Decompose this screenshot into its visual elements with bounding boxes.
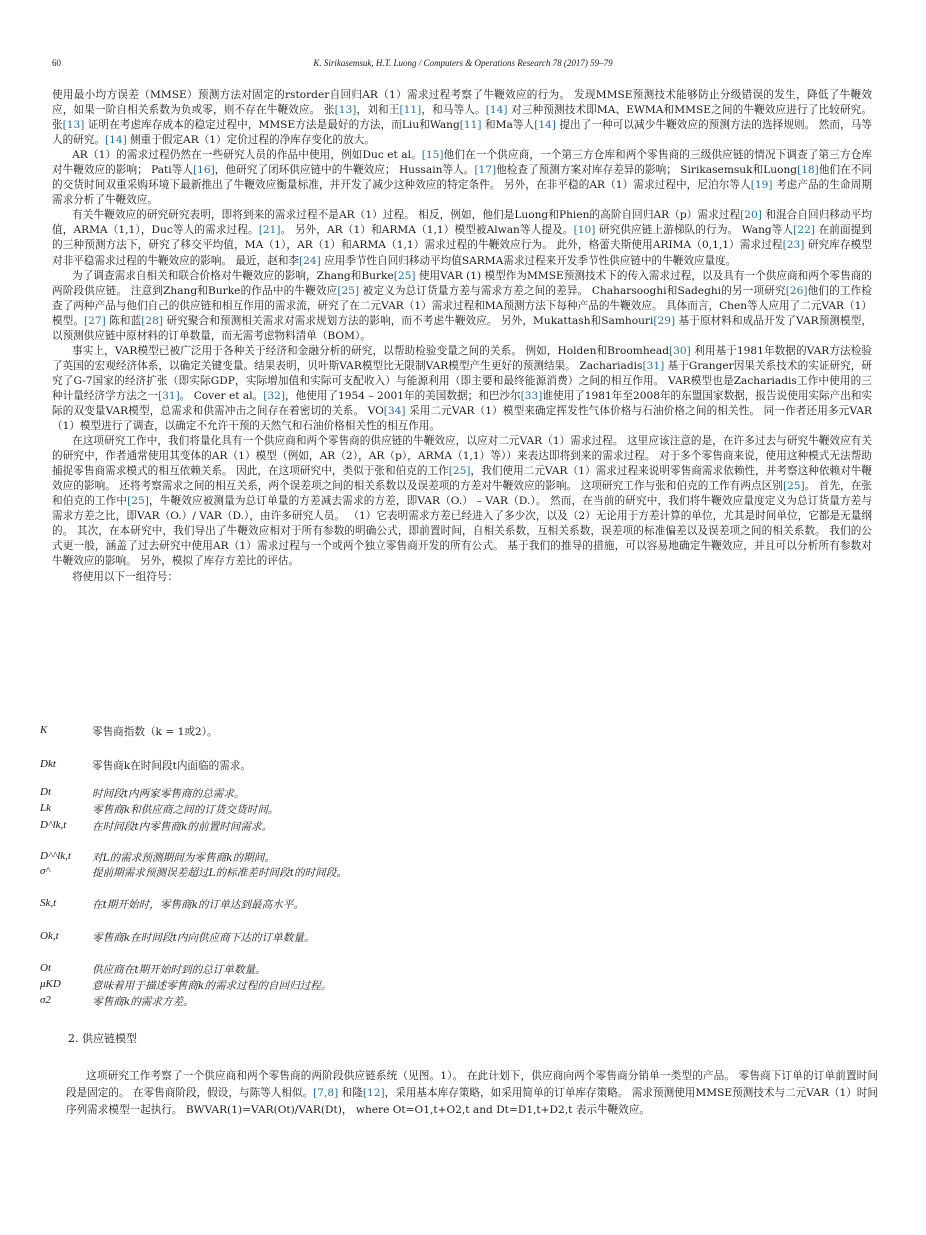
citation-link[interactable]: [30]	[669, 344, 691, 357]
text-run: 。 Cover et al。	[179, 389, 264, 402]
nomenclature-item	[40, 930, 740, 946]
symbol-description: 对L的需求预测期间为零售商k的期间。	[92, 852, 275, 864]
citation-link[interactable]: [31]	[158, 389, 180, 402]
citation-link[interactable]: [20]	[740, 209, 762, 222]
nomenclature-item	[40, 994, 740, 1010]
text-run: 侧重于假定AR（1）定价过程的净库存变化的放大。	[126, 134, 375, 147]
text-run: 他们在不同的交货时间双重采购环境下最新推出了牛鞭效应衡量标准，并开发了减少这种效应的特定条件。 另外，在非平稳的AR（1）需求过程中，尼泊尔等人	[52, 164, 872, 192]
citation-link[interactable]: [24]	[299, 254, 321, 267]
symbol: σ^	[40, 865, 51, 877]
symbol-description: 零售商k在时间段t内向供应商下达的订单数量。	[92, 932, 315, 944]
text-run: ，采用基本库存策略，如采用简单的订单库存策略。 需求预测使用MMSE预测技术与二元VAR（1）时间序列需求模型一起执行。 BWVAR(1)=VAR(Ot)/VAR(Dt)， where Ot=O1,t+O2,t and Dt=D1,t+D2,t 表示牛鞭效应。	[66, 1087, 878, 1116]
text-run: 采用二元VAR（1）模型来确定挥发性气体价格与石油价格之间的相关性。 同一作者还用多元VAR（1）模型进行了调查，以确定不允许干预的天然气和石油价格相关性的相互作用。	[52, 404, 872, 433]
citation-link[interactable]: [13]	[62, 119, 85, 132]
text-run: ，和马等人。	[421, 104, 486, 117]
text-run: 研究库存模型对非平稳需求过程的牛鞭效应的影响。 最近，赵和李	[52, 239, 872, 267]
section-heading: 2. 供应链模型	[68, 1032, 137, 1045]
citation-link[interactable]: [14]	[485, 104, 508, 117]
citation-link[interactable]: [21]	[258, 224, 281, 237]
page-number: 60	[52, 58, 61, 68]
text-run: 证明在考虑库存成本的稳定过程中，MMSE方法是最好的方法，而Liu和Wang	[84, 119, 460, 132]
page-header	[52, 58, 874, 72]
citation-link[interactable]: [10]	[573, 224, 596, 237]
text-run: 他们在一个供应商，一个第三方仓库和两个零售商的三级供应链的情况下调查了第三方仓库对牛鞭效应的影响； Pati等人	[52, 149, 872, 177]
citation-link[interactable]: [11]	[459, 119, 482, 132]
citation-link[interactable]: [25]	[393, 269, 416, 282]
text-run: 提出了一种可以减少牛鞭效应的预测方法的选择规则。 然而，马等人的研究。	[52, 119, 873, 147]
nomenclature-item	[40, 819, 740, 835]
symbol: K	[40, 724, 48, 736]
symbol: D^lk,t	[40, 819, 67, 831]
symbol-description: 在t期开始时，零售商k的订单达到最高水平。	[92, 899, 304, 911]
symbol-description: 提前期需求预测误差超过L的标准差时间段t的时间段。	[92, 867, 347, 879]
text-run: 在这项研究工作中，我们将量化具有一个供应商和两个零售商的供应链的牛鞭效应，以应对二元VAR（1）需求过程。 这里应该注意的是，在许多过去与研究牛鞭效应有关的研究中，作者通常使用其变体的AR（1）模型（例如，AR（2），AR（p），ARMA（1,1）等））来表达即将到来的需求过程。 对于多个零售商来说，使用这种模式无法帮助捕捉零售商需求模式的相互依赖关系。 因此，在这项研究中，类似于张和伯克的工作	[52, 435, 872, 478]
symbol-description: 供应商在t期开始时到的总订单数量。	[92, 964, 266, 976]
symbol: Dt	[40, 786, 51, 798]
nomenclature-item	[40, 865, 740, 881]
text-run: 利用基于1981年数据的VAR方法检验了英国的宏观经济体系，以确定关键变量。结果表明，贝叶斯VAR模型比无限制VAR模型产生更好的预测结果。 Zachariadis	[52, 344, 873, 372]
citation-link[interactable]: [7,8]	[313, 1087, 339, 1099]
citation-link[interactable]: [11]	[399, 104, 422, 117]
text-run: 他们的工作检查了两种产品与他们自己的供应链和相互作用的需求流，研究了在二元VAR（1）需求过程和MA预测方法下每种产品的牛鞭效应。 具体而言，Chen等人应用了二元VAR（1）模型。	[52, 284, 872, 327]
text-run: 考虑产品的生命周期需求分析了牛鞭效应。	[52, 179, 872, 207]
citation-link[interactable]: [15]	[421, 149, 444, 162]
text-run: ，牛鞭效应被测量为总订单量的方差减去需求的方差，即VAR（O.） – VAR（D.）。 然而，在当前的研究中，我们将牛鞭效应量度定义为总订货量方差与需求方差之比，即VAR（O.）/ VAR（D.），由许多研究人员。 （1）它表明需求方差已经进入了多少次，以及（2）无论用于方差计算的单位，尤其是时间单位，它都是无量纲的。 其次，在本研究中，我们导出了牛鞭效应相对于所有参数的明确公式，即前置时间，自相关系数，互相关系数，误差项的标准偏差以及误差项之间的相关系数。 我们的公式更一般，涵盖了过去研究中使用AR（1）需求过程与一个或两个独立零售商开发的所有公式。 基于我们的推导的措施，可以容易地确定牛鞭效应，并且可以分析所有参数对牛鞭效应的影响。 另外，模拟了库存方差比的评估。	[52, 495, 873, 568]
citation-link[interactable]: [27]	[84, 314, 106, 327]
section-body	[66, 1068, 878, 1119]
citation-link[interactable]: [18]	[797, 164, 819, 177]
text-run: ，他使用了1954 – 2001年的美国数据；和巴沙尔	[284, 389, 521, 402]
citation-link[interactable]: [14]	[534, 119, 556, 132]
nomenclature-item	[40, 897, 740, 913]
paragraph	[52, 148, 872, 208]
text-run: 使用最小均方误差（MMSE）预测方法对固定的rstorder自回归AR（1）需求过程考察了牛鞭效应的行为。 发现MMSE预测技术能够防止分级错误的发生，降低了牛鞭效应，如果一阶自相关系数为负或零，则不存在牛鞭效应。 张	[52, 89, 872, 117]
symbol-description: 零售商指数（k = 1或2）。	[92, 726, 218, 738]
paragraph	[66, 1068, 878, 1119]
text-run: 事实上，VAR模型已被广泛用于各种关于经济和金融分析的研究，以帮助检验变量之间的关系。 例如，Holden和Broomhead	[72, 344, 670, 357]
paragraph	[52, 88, 872, 148]
nomenclature-item	[40, 978, 740, 994]
citation-link[interactable]: [14]	[104, 134, 127, 147]
text-run: 和隆	[338, 1087, 363, 1099]
symbol-description: 时间段t内两家零售商的总需求。	[92, 788, 245, 800]
text-run: 有关牛鞭效应的研究研究表明，即将到来的需求过程不是AR（1）过程。 相反，例如，他们是Luong和Phien的高阶自回归AR（p）需求过程	[72, 209, 741, 222]
text-run: 这项研究工作考察了一个供应商和两个零售商的两阶段供应链系统（见图。1）。 在此计划下，供应商向两个零售商分销单一类型的产品。 零售商下订单的订单前置时间段是固定的。 在零售商阶段，假设，与陈等人相似。	[66, 1070, 878, 1099]
text-run: 研究供应链上游梯队的行为。 Wang等人	[595, 224, 794, 237]
citation-link[interactable]: [25]	[782, 480, 805, 493]
symbol: D^^lk,t	[40, 850, 71, 862]
text-run: 将使用以下一组符号：	[72, 570, 179, 583]
text-run: 应用季节性自回归移动平均值SARMA需求过程来开发季节性供应链中的牛鞭效应量度。	[320, 254, 737, 267]
citation-link[interactable]: [32]	[263, 389, 285, 402]
text-run: ，刘和王	[356, 104, 400, 117]
text-run: 基于原材料和成品开发了VAR预测模型，以预测供应链中原材料的订单数量，而无需考虑物料清单（BOM）。	[52, 314, 873, 342]
citation-link[interactable]: [26]	[785, 284, 808, 297]
text-run: ，我们使用二元VAR（1）需求过程来说明零售商需求依赖性，并考察这种依赖对牛鞭效应的影响。 还将考察需求之间的相互关系，两个误差项之间的相关系数以及误差项的方差对牛鞭效应的影响。 这项研究工作与张和伯克的工作有两点区别	[52, 465, 872, 493]
citation-link[interactable]: [25]	[337, 284, 360, 297]
nomenclature-item	[40, 724, 740, 740]
symbol: μKD	[40, 978, 61, 990]
citation-link[interactable]: [25]	[448, 465, 471, 478]
symbol-description: 在时间段t内零售商k的前置时间需求。	[92, 821, 273, 833]
nomenclature-item	[40, 758, 740, 774]
symbol-description: 零售商k在时间段t内面临的需求。	[92, 760, 251, 772]
citation-link[interactable]: [33]	[520, 389, 543, 402]
paragraph	[52, 208, 872, 268]
nomenclature-item	[40, 850, 740, 866]
text-run: 为了调查需求自相关和联合价格对牛鞭效应的影响，Zhang和Burke	[72, 269, 394, 282]
nomenclature-item	[40, 802, 740, 818]
text-run: 。 首先，在张和伯克的工作中	[52, 480, 872, 508]
text-run: 基于Granger因果关系技术的实证研究，研究了G-7国家的经济扩张（即实际GDP，实际增加值和实际可支配收入）与能源利用（即主要和最终能源消费）之间的相互作用。 VAR模型也是Zachariadis工作中使用的三种计量经济学方法之一	[52, 359, 872, 402]
citation-link[interactable]: [29]	[653, 314, 676, 327]
paragraph	[52, 434, 872, 569]
paragraph	[52, 570, 872, 585]
text-run: 谁使用了1981年至2008年的东盟国家数据，报告说使用实际产出和实际的双变量VAR模型，总需求和供需冲击之间存在着密切的关系。 VO	[52, 389, 873, 417]
text-run: 对三种预测技术即MA、EWMA和MMSE之间的牛鞭效应进行了比较研究。 张	[52, 104, 873, 132]
paragraph	[52, 344, 872, 434]
text-run: ，他研究了闭环供应链中的牛鞭效应； Hussain等人。	[214, 164, 475, 177]
citation-link[interactable]: [25]	[127, 495, 149, 508]
symbol-description: 零售商k的需求方差。	[92, 996, 194, 1008]
symbol-description: 意味着用于描述零售商k的需求过程的自回归过程。	[92, 980, 332, 992]
citation-link[interactable]: [34]	[383, 404, 406, 417]
symbol: Lk	[40, 802, 51, 814]
nomenclature-item	[40, 786, 740, 802]
text-run: 被定义为总订货量方差与需求方差之间的差异。 Chaharsooghi和Sadeghi的另一项研究	[359, 284, 786, 297]
paragraph	[52, 269, 872, 344]
text-run: 研究聚合和预测相关需求对需求规划方法的影响，而不考虑牛鞭效应。 另外，Mukattash和Samhouri	[163, 314, 654, 327]
symbol: σ2	[40, 994, 51, 1006]
citation-link[interactable]: [23]	[782, 239, 805, 252]
text-run: 使用VAR (1) 模型作为MMSE预测技术下的传入需求过程，以及具有一个供应商和两个零售商的两阶段供应链。 注意到Zhang和Burke的作品中的牛鞭效应	[52, 269, 872, 297]
text-run: 陈和蓝	[105, 314, 142, 327]
citation-link[interactable]: [31]	[642, 359, 665, 372]
citation-link[interactable]: [13]	[334, 104, 357, 117]
running-title: K. Sirikasemsuk, H.T. Luong / Computers & Operations Research 78 (2017) 59–79	[313, 58, 613, 68]
text-run: 和混合自回归移动平均值，ARMA（1,1），Duc等人的需求过程。	[52, 209, 872, 237]
text-run: 在前面提到的三种预测方法下，研究了移交平均值，MA（1），AR（1）和ARMA（1,1）需求过程的牛鞭效应行为。 此外，格蕾夫斯使用ARIMA（0,1,1）需求过程	[52, 224, 873, 252]
symbol: Dkt	[40, 758, 56, 770]
symbol: Ok,t	[40, 930, 59, 942]
text-run: 他检查了预测方案对库存差异的影响； Sirikasemsuk和Luong	[496, 164, 798, 177]
citation-link[interactable]: [22]	[793, 224, 816, 237]
body-text	[52, 88, 872, 585]
citation-link[interactable]: [16]	[193, 164, 215, 177]
citation-link[interactable]: [17]	[474, 164, 497, 177]
text-run: AR（1）的需求过程仍然在一些研究人员的作品中使用，例如Duc et al。	[72, 149, 422, 162]
nomenclature-item	[40, 962, 740, 978]
symbol: Ot	[40, 962, 51, 974]
citation-link[interactable]: [19]	[750, 179, 773, 192]
citation-link[interactable]: [28]	[141, 314, 164, 327]
text-run: 。 另外，AR（1）和ARMA（1,1）模型被Alwan等人提及。	[280, 224, 574, 237]
citation-link[interactable]: [12]	[362, 1087, 385, 1099]
symbol-description: 零售商k和供应商之间的订货交货时间。	[92, 804, 279, 816]
symbol: Sk,t	[40, 897, 57, 909]
text-run: 和Ma等人	[481, 119, 535, 132]
